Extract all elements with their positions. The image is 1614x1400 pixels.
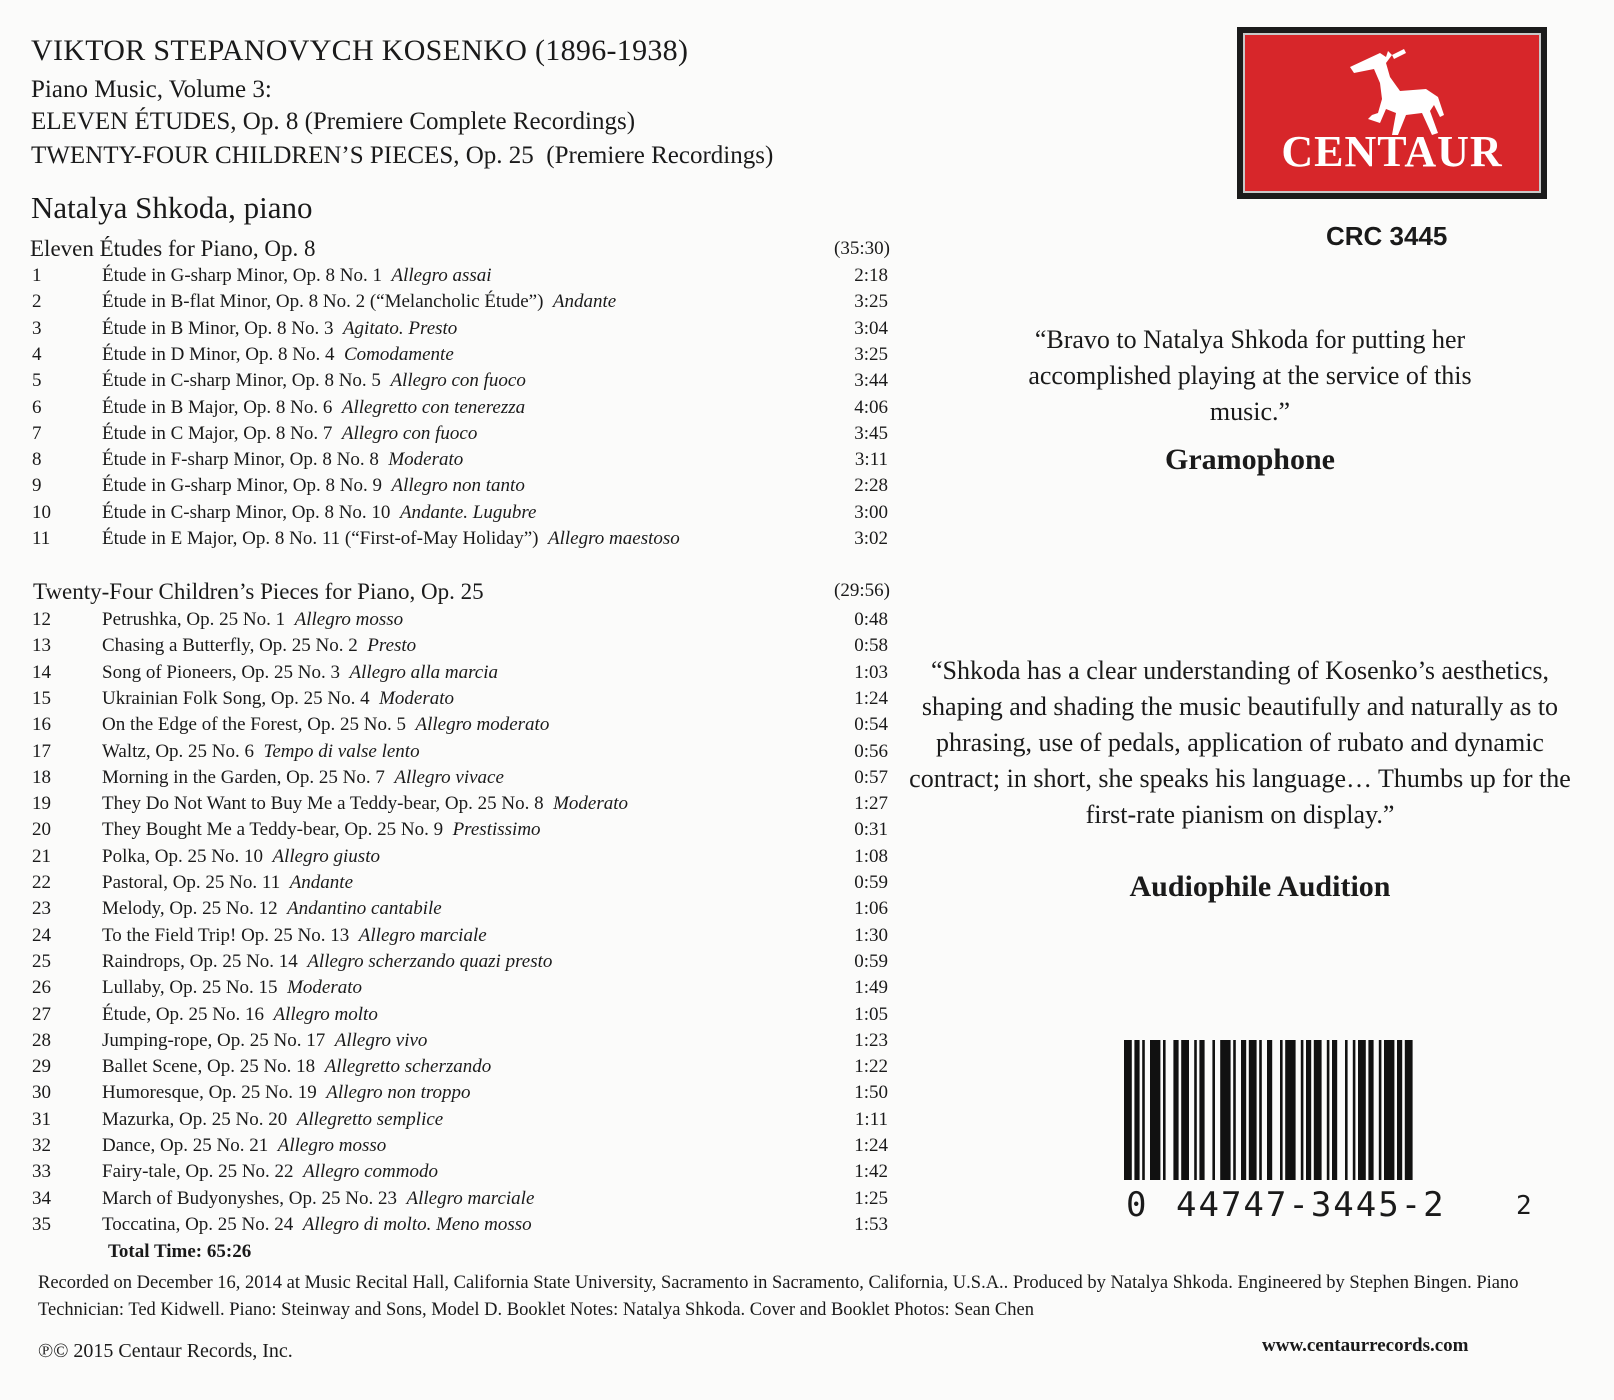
track-title: Waltz, Op. 25 No. 6: [102, 740, 255, 762]
barcode-bar: [1241, 1040, 1246, 1180]
track-duration: 1:49: [854, 977, 888, 999]
track-duration: 0:57: [854, 766, 888, 788]
recording-credits: Recorded on December 16, 2014 at Music Recital Hall, California State University, Sacramento in Sacramento, California, U.S.A.. Produced by Natalya Shkoda. Engineered by Stephen Bingen. Piano Technician: Ted Kidwell. Piano: Steinway and Sons, Model D. Booklet Notes: Natalya Shkoda. Cover and Booklet Photos: Sean Chen: [38, 1273, 1519, 1320]
barcode-bar: [1249, 1040, 1257, 1180]
track-duration: 2:18: [854, 265, 888, 286]
barcode-bar: [1259, 1040, 1262, 1180]
track-duration: 0:31: [854, 819, 888, 841]
track-number: 5: [32, 370, 42, 392]
track-number: 34: [32, 1187, 51, 1209]
track-number: 19: [32, 793, 51, 815]
track-tempo: Allegro marciale: [358, 924, 487, 946]
track-tempo: Allegretto semplice: [296, 1108, 444, 1130]
track-number: 21: [32, 845, 51, 867]
track-title-line: [102, 819, 541, 841]
track-number: 28: [32, 1029, 51, 1051]
section-total: (29:56): [834, 580, 890, 601]
track-title: March of Budyonyshes, Op. 25 No. 23: [102, 1187, 398, 1209]
track-duration: 0:59: [854, 872, 888, 893]
track-number: 20: [32, 819, 51, 841]
track-title: Dance, Op. 25 No. 21: [102, 1135, 269, 1156]
website-link[interactable]: www.centaurrecords.com: [1262, 1335, 1469, 1356]
track-title-line: [102, 793, 628, 815]
composer-name: VIKTOR STEPANOVYCH KOSENKO: [31, 34, 528, 67]
barcode-bar: [1353, 1040, 1356, 1180]
track-title-line: [102, 1161, 438, 1183]
barcode-bar: [1314, 1040, 1322, 1180]
track-tempo: Allegro giusto: [272, 845, 380, 867]
performer: Natalya Shkoda, piano: [31, 190, 313, 225]
barcode-bar: [1163, 1040, 1166, 1180]
barcode-bar: [1358, 1040, 1366, 1180]
barcode-bar: [1327, 1040, 1330, 1180]
track-title: Étude in B-flat Minor, Op. 8 No. 2 (“Melancholic Étude”): [102, 291, 544, 313]
track-tempo: Andante. Lugubre: [399, 501, 537, 523]
track-tempo: Allegro mosso: [294, 609, 404, 630]
track-title: On the Edge of the Forest, Op. 25 No. 5: [102, 714, 406, 736]
track-tempo: Comodamente: [344, 343, 454, 365]
barcode-bar: [1285, 1040, 1295, 1180]
barcode-bar: [1220, 1040, 1230, 1180]
track-number: 15: [32, 687, 51, 709]
track-duration: 1:11: [854, 1108, 888, 1130]
track-duration: 4:06: [854, 396, 888, 418]
track-duration: 1:06: [854, 898, 888, 920]
track-number: 13: [32, 635, 51, 657]
track-title-line: [102, 767, 504, 789]
track-number: 4: [32, 343, 42, 365]
section-total: (35:30): [834, 238, 890, 259]
barcode-suffix: 2: [1516, 1191, 1534, 1221]
copyright: ℗© 2015 Centaur Records, Inc.: [38, 1340, 293, 1362]
track-title-line: [102, 423, 477, 445]
track-number: 18: [32, 766, 51, 788]
track-tempo: Allegro maestoso: [548, 528, 680, 549]
track-number: 2: [32, 291, 42, 313]
track-title: Étude in C-sharp Minor, Op. 8 No. 10: [102, 501, 391, 523]
track-tempo: Andante: [552, 291, 617, 313]
track-title: Étude in B Major, Op. 8 No. 6: [102, 396, 333, 418]
track-title-line: [102, 318, 457, 340]
track-duration: 0:54: [854, 714, 888, 736]
track-tempo: Allegro commodo: [303, 1161, 438, 1183]
barcode-bar: [1124, 1040, 1132, 1180]
track-tempo: Allegro con fuoco: [390, 370, 526, 392]
barcode-prefix: 0: [1126, 1185, 1149, 1225]
track-number: 31: [32, 1108, 51, 1130]
track-duration: 0:58: [854, 635, 888, 657]
track-tempo: Allegro non tanto: [391, 475, 525, 497]
track-title: Étude in C Major, Op. 8 No. 7: [102, 422, 333, 444]
track-duration: 3:25: [854, 343, 888, 365]
review-source: Gramophone: [1164, 443, 1335, 476]
track-title-line: [102, 925, 487, 947]
track-tempo: Tempo di valse lento: [263, 740, 420, 762]
track-tempo: Allegro marciale: [406, 1187, 535, 1209]
track-title-line: [102, 502, 536, 524]
track-number: 7: [32, 422, 42, 444]
barcode-bar: [1181, 1040, 1189, 1180]
childrens-pieces-line: [31, 142, 773, 170]
barcode-bar: [1134, 1040, 1139, 1180]
review-source: Audiophile Audition: [1129, 870, 1391, 903]
track-number: 29: [32, 1056, 51, 1078]
barcode-bar: [1194, 1040, 1197, 1180]
track-number: 24: [32, 924, 51, 946]
track-title: Raindrops, Op. 25 No. 14: [102, 950, 298, 972]
track-tempo: Agitato. Presto: [342, 317, 458, 339]
barcode-bar: [1384, 1040, 1394, 1180]
track-title-line: [102, 609, 403, 631]
barcode-bar: [1345, 1040, 1348, 1180]
track-tempo: Allegro scherzando quazi presto: [307, 950, 553, 972]
label-name: CENTAUR: [1281, 127, 1503, 176]
track-number: 8: [32, 449, 42, 471]
barcode-bar: [1301, 1040, 1304, 1180]
track-title: They Bought Me a Teddy-bear, Op. 25 No. 9: [102, 819, 444, 841]
track-number: 30: [32, 1082, 51, 1104]
composer-heading: [31, 34, 688, 68]
track-tempo: Moderato: [553, 793, 629, 815]
total-time: Total Time: 65:26: [108, 1241, 252, 1262]
track-tempo: Allegro moderato: [415, 714, 550, 736]
track-number: 17: [32, 740, 51, 762]
track-title: Étude in D Minor, Op. 8 No. 4: [102, 343, 335, 365]
track-number: 26: [32, 977, 51, 999]
track-number: 9: [32, 475, 42, 497]
track-title-line: [102, 846, 380, 868]
track-title: Morning in the Garden, Op. 25 No. 7: [102, 766, 385, 788]
review-quote: “Shkoda has a clear understanding of Kosenko’s aesthetics, shaping and shading the music beautifully and naturally as to phrasing, use of pedals, application of rubato and dynamic contract; in short, she speaks his language… Thumbs up for the first-rate pianism on display.”: [909, 656, 1571, 829]
track-number: 11: [32, 528, 51, 549]
track-duration: 3:45: [854, 422, 888, 444]
track-number: 3: [32, 317, 42, 339]
track-title: Lullaby, Op. 25 No. 15: [102, 977, 278, 999]
track-duration: 1:53: [854, 1213, 888, 1235]
track-number: 14: [32, 661, 51, 683]
track-title-line: [102, 291, 616, 313]
track-title: Petrushka, Op. 25 No. 1: [102, 609, 286, 630]
track-duration: 1:42: [854, 1161, 888, 1183]
track-title-line: [102, 449, 463, 471]
track-title: Song of Pioneers, Op. 25 No. 3: [102, 661, 341, 683]
track-title: Ukrainian Folk Song, Op. 25 No. 4: [102, 687, 370, 709]
track-title: Mazurka, Op. 25 No. 20: [102, 1108, 288, 1130]
track-title-line: [102, 635, 416, 657]
track-number: 35: [32, 1213, 51, 1235]
track-duration: 1:24: [854, 1135, 888, 1156]
volume-line: Piano Music, Volume 3:: [31, 76, 272, 103]
track-title: Étude in E Major, Op. 8 No. 11 (“First-of-May Holiday”): [102, 528, 539, 549]
track-title-line: [102, 1214, 532, 1236]
track-tempo: Allegro vivo: [334, 1029, 428, 1051]
track-number: 12: [32, 609, 51, 630]
track-duration: 1:03: [854, 661, 888, 683]
track-tempo: Andante: [289, 872, 354, 893]
track-title: Humoresque, Op. 25 No. 19: [102, 1082, 317, 1104]
track-duration: 3:00: [854, 501, 888, 523]
barcode-bar: [1150, 1040, 1160, 1180]
review-quote: “Bravo to Natalya Shkoda for putting her accomplished playing at the service of this music.”: [1028, 325, 1472, 426]
track-title: Étude, Op. 25 No. 16: [102, 1003, 265, 1025]
track-title: Étude in C-sharp Minor, Op. 8 No. 5: [102, 370, 381, 392]
track-title: Jumping-rope, Op. 25 No. 17: [102, 1029, 326, 1051]
track-title-line: [102, 1056, 491, 1078]
barcode-bar: [1368, 1040, 1373, 1180]
track-duration: 1:05: [854, 1003, 888, 1025]
track-duration: 3:11: [854, 449, 888, 471]
track-duration: 0:48: [854, 609, 888, 630]
track-tempo: Allegro alla marcia: [349, 661, 498, 683]
track-title: Étude in G-sharp Minor, Op. 8 No. 9: [102, 475, 382, 497]
track-tempo: Allegro mosso: [277, 1135, 387, 1156]
track-tempo: Moderato: [388, 449, 464, 471]
track-title-line: [102, 872, 353, 894]
barcode-bar: [1397, 1040, 1402, 1180]
track-title-line: [102, 898, 442, 920]
track-title-line: [102, 1188, 534, 1210]
upc-barcode: [1120, 1040, 1460, 1180]
track-tempo: Allegro molto: [273, 1003, 378, 1025]
track-duration: 1:23: [854, 1029, 888, 1051]
track-title: Polka, Op. 25 No. 10: [102, 845, 263, 867]
barcode-bar: [1233, 1040, 1236, 1180]
track-tempo: Presto: [367, 635, 417, 657]
track-number: 27: [32, 1003, 51, 1025]
track-title-line: [102, 1082, 471, 1104]
barcode-bar: [1267, 1040, 1272, 1180]
barcode-bar: [1212, 1040, 1215, 1180]
track-title-line: [102, 475, 525, 497]
track-title-line: [102, 977, 362, 999]
track-title: They Do Not Want to Buy Me a Teddy-bear, Op. 25 No. 8: [102, 793, 544, 815]
track-number: 10: [32, 501, 51, 523]
centaur-logo: [1237, 27, 1547, 199]
track-tempo: Allegro vivace: [394, 766, 504, 788]
track-title-line: [102, 397, 525, 419]
track-title-line: [102, 741, 420, 763]
track-duration: 1:50: [854, 1082, 888, 1104]
barcode-bar: [1280, 1040, 1283, 1180]
track-tempo: Allegro non troppo: [326, 1082, 471, 1104]
track-tempo: Andantino cantabile: [287, 898, 442, 920]
track-number: 23: [32, 898, 51, 920]
track-title: Étude in G-sharp Minor, Op. 8 No. 1: [102, 265, 382, 286]
track-number: 6: [32, 396, 42, 418]
barcode-bar: [1142, 1040, 1145, 1180]
catalog-number: CRC 3445: [1326, 221, 1448, 251]
track-tempo: Allegretto con tenerezza: [341, 396, 526, 418]
etudes-line: ELEVEN ÉTUDES, Op. 8 (Premiere Complete Recordings): [31, 108, 636, 135]
track-title: To the Field Trip! Op. 25 No. 13: [102, 924, 350, 946]
track-title: Chasing a Butterfly, Op. 25 No. 2: [102, 635, 358, 657]
section-title: Twenty-Four Children’s Pieces for Piano, Op. 25: [33, 579, 484, 604]
track-duration: 0:59: [854, 950, 888, 972]
barcode-bar: [1306, 1040, 1311, 1180]
track-tempo: Prestissimo: [452, 819, 541, 841]
track-title: Melody, Op. 25 No. 12: [102, 898, 278, 920]
track-duration: 1:27: [854, 793, 888, 815]
barcode-bar: [1199, 1040, 1204, 1180]
track-duration: 3:02: [854, 528, 888, 549]
track-duration: 2:28: [854, 475, 888, 497]
track-number: 22: [32, 872, 51, 893]
track-title-line: [102, 344, 454, 366]
track-title: Étude in B Minor, Op. 8 No. 3: [102, 317, 334, 339]
barcode-bar: [1173, 1040, 1178, 1180]
track-number: 25: [32, 950, 51, 972]
track-title-line: [102, 662, 498, 684]
track-title-line: [102, 370, 526, 392]
track-duration: 1:24: [854, 687, 888, 709]
barcode-bar: [1332, 1040, 1337, 1180]
track-number: 32: [32, 1135, 51, 1156]
track-tempo: Moderato: [287, 977, 362, 999]
track-tempo: Allegretto scherzando: [324, 1056, 492, 1078]
track-title: Pastoral, Op. 25 No. 11: [102, 872, 281, 893]
section-title: Eleven Études for Piano, Op. 8: [30, 236, 316, 261]
track-tempo: Allegro di molto. Meno mosso: [302, 1213, 532, 1235]
track-title: Fairy-tale, Op. 25 No. 22: [102, 1161, 294, 1183]
track-title-line: [102, 528, 680, 550]
track-title-line: [102, 1135, 386, 1157]
barcode-main: 44747-3445-2: [1176, 1185, 1446, 1225]
track-title: Étude in F-sharp Minor, Op. 8 No. 8: [102, 449, 379, 471]
barcode-bar: [1405, 1040, 1413, 1180]
childrens-pieces-title: TWENTY-FOUR CHILDREN’S PIECES, Op. 25: [31, 142, 534, 169]
premiere-note: (Premiere Recordings): [546, 142, 774, 169]
track-title-line: [102, 1030, 427, 1052]
track-duration: 3:04: [854, 317, 888, 339]
track-tempo: Allegro con fuoco: [341, 422, 478, 444]
track-tempo: Allegro assai: [391, 265, 492, 286]
track-title-line: [102, 714, 549, 736]
track-title-line: [102, 1109, 443, 1131]
track-duration: 3:25: [854, 291, 888, 313]
track-title-line: [102, 265, 492, 287]
composer-dates: (1896-1938): [535, 34, 689, 67]
track-title-line: [102, 688, 454, 710]
track-tempo: Moderato: [379, 687, 455, 709]
track-title-line: [102, 1004, 378, 1026]
track-duration: 0:56: [854, 740, 888, 762]
track-title-line: [102, 951, 552, 973]
track-duration: 1:22: [854, 1056, 888, 1078]
track-title: Ballet Scene, Op. 25 No. 18: [102, 1056, 316, 1078]
track-duration: 1:30: [854, 924, 888, 946]
track-number: 1: [32, 265, 42, 286]
track-number: 16: [32, 714, 51, 736]
track-duration: 1:08: [854, 845, 888, 867]
track-title: Toccatina, Op. 25 No. 24: [102, 1213, 294, 1235]
track-duration: 3:44: [854, 370, 888, 392]
track-number: 33: [32, 1161, 51, 1183]
track-duration: 1:25: [854, 1187, 888, 1209]
barcode-bar: [1379, 1040, 1382, 1180]
